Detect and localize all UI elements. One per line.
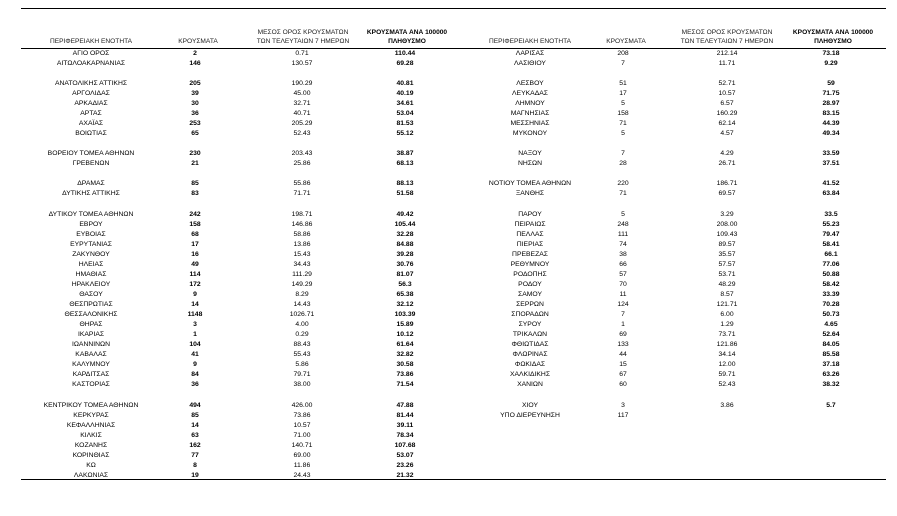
row-per100k-value: 21.32: [396, 472, 414, 479]
row-avg7-value: 6.00: [720, 311, 734, 318]
row-region-name: ΦΛΩΡΙΝΑΣ: [512, 351, 548, 358]
row-per100k-value: 81.53: [396, 120, 414, 127]
row-avg7-value: 121.86: [716, 341, 738, 348]
row-cases-value: 9: [193, 291, 197, 298]
row-avg7-value: 198.71: [291, 211, 313, 218]
row-avg7-value: 89.57: [718, 241, 736, 248]
row-avg7-value: 71.71: [293, 190, 311, 197]
row-cases-value: 494: [189, 402, 201, 409]
row-cases-value: 16: [191, 251, 199, 258]
row-region-name: ΘΕΣΠΡΩΤΙΑΣ: [69, 301, 113, 308]
row-region-name: ΡΟΔΟΠΗΣ: [513, 271, 547, 278]
row-per100k-value: 33.39: [822, 291, 840, 298]
row-avg7-value: 52.43: [293, 130, 311, 137]
row-cases-value: 14: [191, 422, 199, 429]
row-region-name: ΛΑΣΙΘΙΟΥ: [514, 60, 546, 67]
row-cases-value: 69: [619, 331, 627, 338]
row-per100k-value: 88.13: [396, 180, 414, 187]
row-region-name: ΚΟΖΑΝΗΣ: [74, 442, 108, 449]
row-region-name: ΛΕΣΒΟΥ: [516, 80, 544, 87]
row-cases-value: 5: [621, 100, 625, 107]
row-cases-value: 67: [619, 371, 627, 378]
row-per100k-value: 47.88: [396, 402, 414, 409]
row-cases-value: 71: [619, 190, 627, 197]
row-avg7-value: 59.71: [718, 371, 736, 378]
row-per100k-value: 70.28: [822, 301, 840, 308]
row-region-name: ΝΗΣΩΝ: [517, 160, 542, 167]
row-avg7-value: 4.57: [720, 130, 734, 137]
header-region-left: ΠΕΡΙΦΕΡΕΙΑΚΗ ΕΝΟΤΗΤΑ: [49, 38, 133, 45]
row-region-name: ΝΟΤΙΟΥ ΤΟΜΕΑ ΑΘΗΝΩΝ: [488, 180, 572, 187]
row-avg7-value: 25.86: [293, 160, 311, 167]
row-region-name: ΑΡΤΑΣ: [80, 110, 102, 117]
row-avg7-value: 205.29: [291, 120, 313, 127]
row-region-name: ΑΙΤΩΛΟΑΚΑΡΝΑΝΙΑΣ: [56, 60, 126, 67]
row-cases-value: 205: [189, 80, 201, 87]
row-region-name: ΡΟΔΟΥ: [518, 281, 542, 288]
row-avg7-value: 10.57: [293, 422, 311, 429]
row-per100k-value: 83.15: [822, 110, 840, 117]
row-per100k-value: 58.41: [822, 241, 840, 248]
row-per100k-value: 32.82: [396, 351, 414, 358]
row-cases-value: 36: [191, 381, 199, 388]
row-cases-value: 44: [619, 351, 627, 358]
row-per100k-value: 63.84: [822, 190, 840, 197]
row-cases-value: 83: [191, 190, 199, 197]
row-region-name: ΘΑΣΟΥ: [79, 291, 103, 298]
row-avg7-value: 186.71: [716, 180, 738, 187]
row-avg7-value: 26.71: [718, 160, 736, 167]
row-region-name: ΛΑΚΩΝΙΑΣ: [73, 472, 109, 479]
row-region-name: ΚΑΡΔΙΤΣΑΣ: [72, 371, 110, 378]
row-region-name: ΤΡΙΚΑΛΩΝ: [512, 331, 548, 338]
row-per100k-value: 50.88: [822, 271, 840, 278]
row-per100k-value: 78.34: [396, 432, 414, 439]
row-cases-value: 7: [621, 150, 625, 157]
row-cases-value: 11: [619, 291, 627, 298]
row-avg7-value: 11.71: [718, 60, 736, 67]
row-avg7-value: 53.71: [718, 271, 736, 278]
row-per100k-value: 55.23: [822, 221, 840, 228]
row-per100k-value: 39.11: [396, 422, 414, 429]
row-cases-value: 242: [189, 211, 201, 218]
row-avg7-value: 13.86: [293, 241, 311, 248]
row-avg7-value: 14.43: [293, 301, 311, 308]
row-cases-value: 49: [191, 261, 199, 268]
row-region-name: ΚΑΛΥΜΝΟΥ: [72, 361, 110, 368]
row-cases-value: 66: [619, 261, 627, 268]
row-avg7-value: 8.29: [295, 291, 309, 298]
row-avg7-value: 0.71: [295, 50, 309, 57]
row-cases-value: 60: [619, 381, 627, 388]
row-avg7-value: 4.29: [720, 150, 734, 157]
row-per100k-value: 38.32: [822, 381, 840, 388]
row-per100k-value: 33.5: [824, 211, 838, 218]
row-region-name: ΘΗΡΑΣ: [79, 321, 103, 328]
row-per100k-value: 30.58: [396, 361, 414, 368]
row-cases-value: 146: [189, 60, 201, 67]
header-cases-right: ΚΡΟΥΣΜΑΤΑ: [606, 38, 646, 45]
row-per100k-value: 5.7: [826, 402, 836, 409]
row-avg7-value: 71.00: [293, 432, 311, 439]
row-per100k-value: 110.44: [394, 50, 416, 57]
row-avg7-value: 212.14: [716, 50, 738, 57]
row-region-name: ΛΕΥΚΑΔΑΣ: [512, 90, 548, 97]
header-per100k-right: ΚΡΟΥΣΜΑΤΑ ΑΝΑ 100000 ΠΛΗΘΥΣΜΟ: [792, 29, 874, 45]
row-cases-value: 133: [617, 341, 629, 348]
row-region-name: ΔΥΤΙΚΟΥ ΤΟΜΕΑ ΑΘΗΝΩΝ: [48, 211, 134, 218]
row-per100k-value: 23.26: [396, 462, 414, 469]
row-avg7-value: 1026.71: [289, 311, 315, 318]
row-cases-value: 77: [191, 452, 199, 459]
row-cases-value: 230: [189, 150, 201, 157]
row-per100k-value: 39.28: [396, 251, 414, 258]
row-avg7-value: 146.86: [291, 221, 313, 228]
row-per100k-value: 53.04: [396, 110, 414, 117]
row-region-name: ΜΥΚΟΝΟΥ: [512, 130, 548, 137]
row-cases-value: 7: [621, 60, 625, 67]
row-avg7-value: 121.71: [716, 301, 738, 308]
row-avg7-value: 11.86: [293, 462, 311, 469]
row-avg7-value: 55.86: [293, 180, 311, 187]
header-region-right: ΠΕΡΙΦΕΡΕΙΑΚΗ ΕΝΟΤΗΤΑ: [488, 38, 572, 45]
row-region-name: ΧΑΝΙΩΝ: [517, 381, 543, 388]
row-region-name: ΧΙΟΥ: [521, 402, 539, 409]
row-cases-value: 253: [189, 120, 201, 127]
row-region-name: ΙΩΑΝΝΙΝΩΝ: [71, 341, 111, 348]
row-region-name: ΞΑΝΘΗΣ: [515, 190, 545, 197]
row-region-name: ΚΟΡΙΝΘΙΑΣ: [72, 452, 110, 459]
row-avg7-value: 45.00: [293, 90, 311, 97]
row-per100k-value: 66.1: [824, 251, 838, 258]
row-avg7-value: 40.71: [293, 110, 311, 117]
row-region-name: ΣΑΜΟΥ: [518, 291, 542, 298]
row-region-name: ΚΩ: [86, 462, 96, 469]
row-avg7-value: 130.57: [291, 60, 313, 67]
row-cases-value: 172: [189, 281, 201, 288]
row-avg7-value: 73.71: [718, 331, 736, 338]
row-cases-value: 104: [189, 341, 201, 348]
row-cases-value: 85: [191, 180, 199, 187]
row-cases-value: 1: [193, 331, 197, 338]
row-cases-value: 124: [617, 301, 629, 308]
row-per100k-value: 84.05: [822, 341, 840, 348]
row-cases-value: 3: [193, 321, 197, 328]
row-avg7-value: 34.43: [293, 261, 311, 268]
row-cases-value: 39: [191, 90, 199, 97]
header-per100k-left: ΚΡΟΥΣΜΑΤΑ ΑΝΑ 100000 ΠΛΗΘΥΣΜΟ: [366, 29, 448, 45]
row-region-name: ΒΟΙΩΤΙΑΣ: [75, 130, 107, 137]
row-avg7-value: 57.57: [718, 261, 736, 268]
row-avg7-value: 149.29: [291, 281, 313, 288]
row-region-name: ΜΑΓΝΗΣΙΑΣ: [510, 110, 550, 117]
row-region-name: ΚΑΒΑΛΑΣ: [75, 351, 107, 358]
row-region-name: ΚΕΦΑΛΛΗΝΙΑΣ: [66, 422, 116, 429]
row-cases-value: 30: [191, 100, 199, 107]
row-region-name: ΔΥΤΙΚΗΣ ΑΤΤΙΚΗΣ: [62, 190, 120, 197]
row-region-name: ΠΑΡΟΥ: [518, 211, 542, 218]
row-region-name: ΑΡΚΑΔΙΑΣ: [74, 100, 108, 107]
row-avg7-value: 34.14: [718, 351, 736, 358]
row-region-name: ΛΗΜΝΟΥ: [515, 100, 545, 107]
row-avg7-value: 69.57: [718, 190, 736, 197]
row-per100k-value: 53.07: [396, 452, 414, 459]
row-per100k-value: 33.59: [822, 150, 840, 157]
row-cases-value: 208: [617, 50, 629, 57]
row-avg7-value: 208.00: [716, 221, 738, 228]
row-avg7-value: 140.71: [291, 442, 313, 449]
row-region-name: ΗΜΑΘΙΑΣ: [75, 271, 107, 278]
row-per100k-value: 56.3: [398, 281, 412, 288]
row-per100k-value: 38.87: [396, 150, 414, 157]
row-cases-value: 19: [191, 472, 199, 479]
row-region-name: ΓΡΕΒΕΝΩΝ: [72, 160, 110, 167]
row-per100k-value: 58.42: [822, 281, 840, 288]
row-cases-value: 1: [621, 321, 625, 328]
row-cases-value: 84: [191, 371, 199, 378]
row-avg7-value: 3.86: [720, 402, 734, 409]
row-per100k-value: 103.39: [394, 311, 416, 318]
row-cases-value: 158: [617, 110, 629, 117]
row-per100k-value: 77.06: [822, 261, 840, 268]
row-per100k-value: 65.38: [396, 291, 414, 298]
row-per100k-value: 30.76: [396, 261, 414, 268]
row-per100k-value: 71.75: [822, 90, 840, 97]
header-avg7-left: ΜΕΣΟΣ ΟΡΟΣ ΚΡΟΥΣΜΑΤΩΝ ΤΩΝ ΤΕΛΕΥΤΑΙΩΝ 7 ΗΜΕΡΩΝ: [256, 29, 350, 45]
row-per100k-value: 40.19: [396, 90, 414, 97]
row-avg7-value: 10.57: [718, 90, 736, 97]
row-avg7-value: 35.57: [718, 251, 736, 258]
row-avg7-value: 3.29: [720, 211, 734, 218]
row-cases-value: 38: [619, 251, 627, 258]
row-per100k-value: 9.29: [824, 60, 838, 67]
row-region-name: ΜΕΣΣΗΝΙΑΣ: [510, 120, 550, 127]
row-cases-value: 68: [191, 231, 199, 238]
row-region-name: ΑΝΑΤΟΛΙΚΗΣ ΑΤΤΙΚΗΣ: [54, 80, 128, 87]
row-cases-value: 5: [621, 130, 625, 137]
row-avg7-value: 203.43: [291, 150, 313, 157]
row-region-name: ΘΕΣΣΑΛΟΝΙΚΗΣ: [64, 311, 118, 318]
row-cases-value: 15: [619, 361, 627, 368]
row-region-name: ΠΕΛΛΑΣ: [516, 231, 544, 238]
row-region-name: ΠΡΕΒΕΖΑΣ: [512, 251, 548, 258]
row-per100k-value: 61.64: [396, 341, 414, 348]
row-per100k-value: 69.28: [396, 60, 414, 67]
row-per100k-value: 32.28: [396, 231, 414, 238]
row-region-name: ΖΑΚΥΝΘΟΥ: [72, 251, 110, 258]
row-cases-value: 63: [191, 432, 199, 439]
row-region-name: ΚΙΛΚΙΣ: [80, 432, 102, 439]
row-avg7-value: 58.86: [293, 231, 311, 238]
row-cases-value: 5: [621, 211, 625, 218]
row-avg7-value: 38.00: [293, 381, 311, 388]
row-per100k-value: 37.51: [822, 160, 840, 167]
row-avg7-value: 109.43: [716, 231, 738, 238]
row-per100k-value: 59: [827, 80, 835, 87]
row-cases-value: 51: [619, 80, 627, 87]
row-avg7-value: 69.00: [293, 452, 311, 459]
row-region-name: ΑΧΑΪΑΣ: [78, 120, 104, 127]
row-region-name: ΣΕΡΡΩΝ: [516, 301, 544, 308]
row-avg7-value: 32.71: [293, 100, 311, 107]
row-cases-value: 2: [193, 50, 197, 57]
row-cases-value: 41: [191, 351, 199, 358]
row-avg7-value: 52.71: [718, 80, 736, 87]
row-per100k-value: 107.68: [394, 442, 416, 449]
row-avg7-value: 62.14: [718, 120, 736, 127]
row-cases-value: 21: [191, 160, 199, 167]
row-cases-value: 28: [619, 160, 627, 167]
row-region-name: ΦΘΙΩΤΙΔΑΣ: [511, 341, 549, 348]
row-avg7-value: 160.29: [716, 110, 738, 117]
row-region-name: ΛΑΡΙΣΑΣ: [515, 50, 545, 57]
row-avg7-value: 190.29: [291, 80, 313, 87]
row-cases-value: 8: [193, 462, 197, 469]
row-cases-value: 248: [617, 221, 629, 228]
row-cases-value: 85: [191, 412, 199, 419]
row-cases-value: 74: [619, 241, 627, 248]
row-per100k-value: 37.18: [822, 361, 840, 368]
row-per100k-value: 85.58: [822, 351, 840, 358]
row-region-name: ΔΡΑΜΑΣ: [77, 180, 105, 187]
row-region-name: ΚΕΝΤΡΙΚΟΥ ΤΟΜΕΑ ΑΘΗΝΩΝ: [43, 402, 139, 409]
row-region-name: ΠΙΕΡΙΑΣ: [516, 241, 544, 248]
row-cases-value: 70: [619, 281, 627, 288]
row-region-name: ΥΠΟ ΔΙΕΡΕΥΝΗΣΗ: [500, 412, 560, 419]
row-per100k-value: 63.26: [822, 371, 840, 378]
row-per100k-value: [796, 411, 866, 421]
row-region-name: ΕΥΡΥΤΑΝΙΑΣ: [70, 241, 112, 248]
row-region-name: ΙΚΑΡΙΑΣ: [77, 331, 105, 338]
row-per100k-value: 81.44: [396, 412, 414, 419]
row-per100k-value: 40.81: [396, 80, 414, 87]
row-cases-value: 158: [189, 221, 201, 228]
row-region-name: ΚΑΣΤΟΡΙΑΣ: [72, 381, 110, 388]
row-avg7-value: 4.00: [295, 321, 309, 328]
row-cases-value: 65: [191, 130, 199, 137]
row-cases-value: 36: [191, 110, 199, 117]
row-avg7-value: 73.86: [293, 412, 311, 419]
row-cases-value: 3: [621, 402, 625, 409]
row-region-name: ΗΛΕΙΑΣ: [78, 261, 104, 268]
header-cases-left: ΚΡΟΥΣΜΑΤΑ: [178, 38, 218, 45]
row-per100k-value: 44.39: [822, 120, 840, 127]
row-per100k-value: 68.13: [396, 160, 414, 167]
row-avg7-value: 5.86: [295, 361, 309, 368]
row-region-name: ΕΥΒΟΙΑΣ: [76, 231, 106, 238]
row-per100k-value: 41.52: [822, 180, 840, 187]
row-cases-value: 111: [617, 231, 629, 238]
row-cases-value: 162: [189, 442, 201, 449]
row-cases-value: 114: [189, 271, 201, 278]
row-per100k-value: 32.12: [396, 301, 414, 308]
row-per100k-value: 49.34: [822, 130, 840, 137]
row-per100k-value: 34.61: [396, 100, 414, 107]
row-avg7-value: 426.00: [291, 402, 313, 409]
table-top-rule: [21, 8, 886, 9]
row-cases-value: 220: [617, 180, 629, 187]
row-region-name: ΕΒΡΟΥ: [79, 221, 103, 228]
row-region-name: ΑΡΓΟΛΙΔΑΣ: [72, 90, 110, 97]
row-per100k-value: 84.88: [396, 241, 414, 248]
row-per100k-value: 52.64: [822, 331, 840, 338]
row-per100k-value: 79.47: [822, 231, 840, 238]
row-region-name: ΧΑΛΚΙΔΙΚΗΣ: [509, 371, 551, 378]
row-per100k-value: 73.86: [396, 371, 414, 378]
row-per100k-value: 15.89: [396, 321, 414, 328]
row-avg7-value: 12.00: [718, 361, 736, 368]
row-avg7-value: 24.43: [293, 472, 311, 479]
row-avg7-value: 55.43: [293, 351, 311, 358]
row-avg7-value: 6.57: [720, 100, 734, 107]
row-region-name: ΝΑΞΟΥ: [518, 150, 542, 157]
row-cases-value: 9: [193, 361, 197, 368]
row-avg7-value: 0.29: [295, 331, 309, 338]
row-avg7-value: 111.29: [292, 271, 312, 278]
row-region-name: ΚΕΡΚΥΡΑΣ: [73, 412, 109, 419]
row-region-name: ΦΩΚΙΔΑΣ: [514, 361, 546, 368]
row-cases-value: 17: [619, 90, 627, 97]
row-region-name: ΑΓΙΟ ΟΡΟΣ: [72, 50, 110, 57]
row-per100k-value: 4.65: [824, 321, 838, 328]
row-per100k-value: 105.44: [394, 221, 416, 228]
row-avg7-value: 15.43: [293, 251, 311, 258]
row-avg7-value: 88.43: [293, 341, 311, 348]
row-per100k-value: 10.12: [396, 331, 414, 338]
row-region-name: ΣΥΡΟΥ: [518, 321, 542, 328]
table-bottom-rule: [21, 479, 886, 480]
row-per100k-value: 71.54: [396, 381, 414, 388]
row-avg7-value: 52.43: [718, 381, 736, 388]
row-avg7-value: 48.29: [718, 281, 736, 288]
row-cases-value: 71: [619, 120, 627, 127]
row-per100k-value: 28.97: [822, 100, 840, 107]
row-avg7-value: [692, 411, 762, 421]
row-per100k-value: 49.42: [396, 211, 414, 218]
row-cases-value: 17: [191, 241, 199, 248]
row-region-name: ΗΡΑΚΛΕΙΟΥ: [71, 281, 111, 288]
row-per100k-value: 51.58: [396, 190, 414, 197]
row-region-name: ΒΟΡΕΙΟΥ ΤΟΜΕΑ ΑΘΗΝΩΝ: [47, 150, 135, 157]
row-cases-value: 14: [191, 301, 199, 308]
row-cases-value: 7: [621, 311, 625, 318]
row-per100k-value: 55.12: [396, 130, 414, 137]
header-avg7-right: ΜΕΣΟΣ ΟΡΟΣ ΚΡΟΥΣΜΑΤΩΝ ΤΩΝ ΤΕΛΕΥΤΑΙΩΝ 7 ΗΜΕΡΩΝ: [680, 29, 774, 45]
row-region-name: ΡΕΘΥΜΝΟΥ: [510, 261, 550, 268]
row-cases-value: 117: [617, 412, 629, 419]
row-avg7-value: 79.71: [293, 371, 311, 378]
row-per100k-value: 81.07: [396, 271, 414, 278]
row-cases-value: 1148: [187, 311, 203, 318]
row-per100k-value: 50.73: [822, 311, 840, 318]
row-avg7-value: 1.29: [720, 321, 734, 328]
row-per100k-value: 73.18: [822, 50, 840, 57]
row-cases-value: 57: [619, 271, 627, 278]
row-region-name: ΠΕΙΡΑΙΩΣ: [514, 221, 546, 228]
row-region-name: ΣΠΟΡΑΔΩΝ: [511, 311, 549, 318]
row-avg7-value: 8.57: [720, 291, 734, 298]
